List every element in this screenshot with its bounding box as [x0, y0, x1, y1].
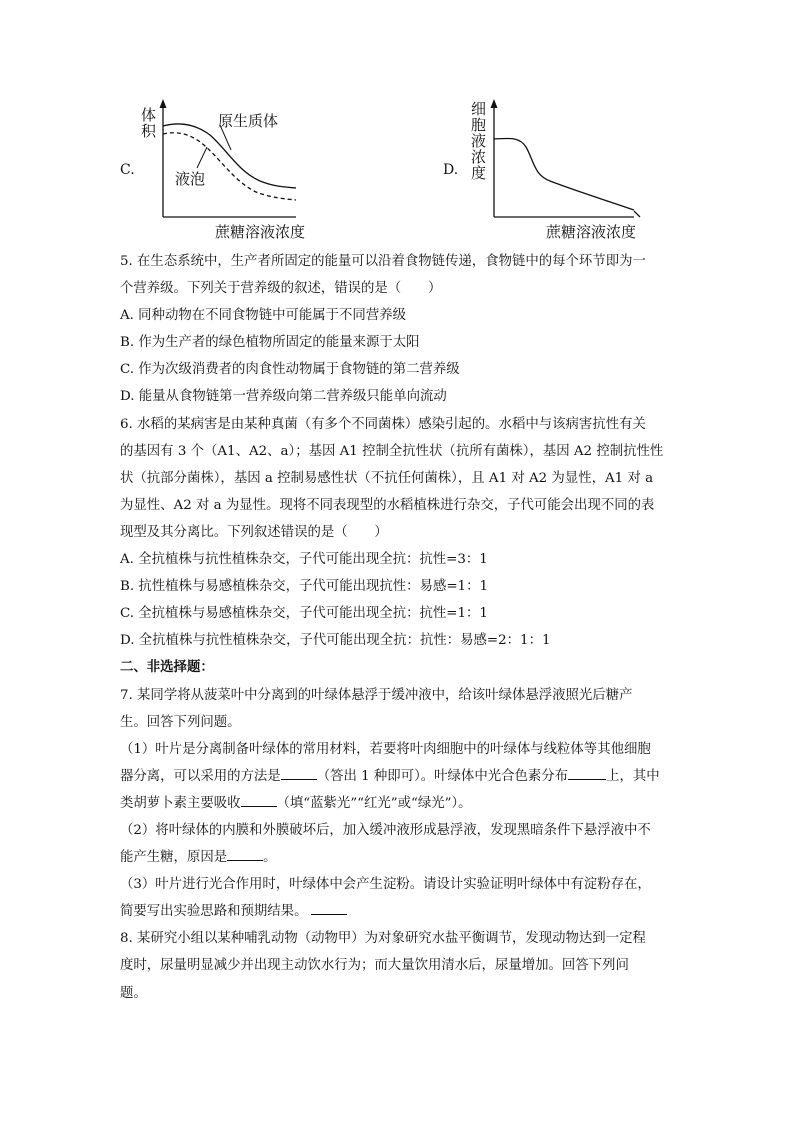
q7-sub1-text-d: 类胡萝卜素主要吸收 [120, 795, 241, 811]
q7-sub1-text-b: （答出 1 种即可）。叶绿体中光合色素分布 [316, 768, 569, 784]
q7-sub2-text-b: 。 [263, 850, 277, 866]
q5-option-d: D. 能量从食物链第一营养级向第二营养级只能单向流动 [120, 389, 447, 405]
q7-sub1-text-e: （填“蓝紫光”“红光”或“绿光”）。 [276, 795, 472, 811]
answer-blank-method[interactable] [281, 765, 317, 780]
q8-stem-line3: 题。 [120, 985, 147, 1001]
q6-option-c: C. 全抗植株与易感植株杂交，子代可能出现全抗：抗性=1：1 [120, 606, 488, 622]
x-axis-arrow [634, 211, 640, 217]
option-d-label: D. [443, 162, 459, 178]
q6-option-a: A. 全抗植株与抗性植株杂交，子代可能出现全抗：抗性=3：1 [120, 552, 488, 568]
y-axis-label-volume: 体积 [139, 107, 157, 139]
q7-sub3-line1: （3）叶片进行光合作用时，叶绿体中会产生淀粉。请设计实验证明叶绿体中有淀粉存在， [120, 877, 651, 893]
x-axis-label-c: 蔗糖溶液浓度 [215, 223, 306, 241]
q6-stem-line1: 6. 水稻的某病害是由某种真菌（有多个不同菌株）感染引起的。水稻中与该病害抗性有关 [120, 416, 646, 432]
q7-sub3-text-a: 简要写出实验思路和预期结果。 [120, 904, 308, 920]
q6-stem-line4: 为显性、A2 对 a 为显性。现将不同表现型的水稻植株进行杂交，子代可能会出现不同的表 [120, 497, 655, 513]
vacuole-curve [163, 133, 296, 200]
answer-blank-pigment-location[interactable] [568, 765, 606, 780]
q7-sub2-line1: （2）将叶绿体的内膜和外膜破坏后，加入缓冲液形成悬浮液，发现黑暗条件下悬浮液中不 [120, 822, 651, 838]
q7-sub1-text-a: 器分离，可以采用的方法是 [120, 768, 281, 784]
q7-sub1-line3 [120, 790, 680, 817]
q5-stem-line1: 5. 在生态系统中，生产者所固定的能量可以沿着食物链传递，食物链中的每个环节即为一 [120, 254, 646, 269]
answer-blank-experiment[interactable] [311, 900, 347, 915]
protoplast-label: 原生质体 [218, 112, 279, 130]
vacuole-pointer [197, 147, 207, 168]
option-c-label: C. [120, 162, 135, 178]
y-axis-label-cell-sap: 细胞液浓度 [469, 101, 487, 181]
figure-option-d [440, 95, 660, 245]
q5-option-b: B. 作为生产者的绿色植物所固定的能量来源于太阳 [120, 335, 420, 351]
cell-sap-curve [494, 138, 634, 210]
answer-blank-reason[interactable] [227, 846, 263, 861]
q7-sub3-line2 [120, 898, 680, 925]
q6-stem-line5: 现型及其分离比。下列叙述错误的是（ ） [120, 524, 388, 540]
y-axis-arrow [491, 99, 498, 108]
vacuole-label: 液泡 [175, 170, 206, 188]
q5-stem-line2: 个营养级。下列关于营养级的叙述，错误的是（ ） [120, 281, 442, 297]
q7-sub2-text-a: 能产生糖，原因是 [120, 850, 228, 866]
q7-stem-line2: 生。回答下列问题。 [120, 714, 241, 730]
figure-option-c [110, 95, 340, 245]
q6-stem-line2: 的基因有 3 个（A1、A2、a）；基因 A1 控制全抗性状（抗所有菌株），基因 A2 控制抗性性 [120, 443, 664, 459]
q7-sub2-line2 [120, 844, 680, 871]
q7-sub1-text-c: 上，其中 [606, 768, 660, 784]
y-axis-arrow [160, 99, 167, 108]
q5-option-c: C. 作为次级消费者的肉食性动物属于食物链的第二营养级 [120, 362, 460, 378]
section-heading-nonchoice: 二、非选择题： [120, 659, 214, 676]
q6-stem-line3: 状（抗部分菌株），基因 a 控制易感性状（不抗任何菌株），且 A1 对 A2 为显性，A1 对 a [120, 470, 654, 486]
q6-option-b: B. 抗性植株与易感植株杂交，子代可能出现抗性：易感=1：1 [120, 579, 488, 595]
q7-sub1-line2 [120, 763, 680, 790]
answer-blank-light[interactable] [241, 792, 277, 807]
q7-stem-line1: 7. 某同学将从菠菜叶中分离到的叶绿体悬浮于缓冲液中，给该叶绿体悬浮液照光后糖产 [120, 687, 633, 703]
q7-sub1-line1: （1）叶片是分离制备叶绿体的常用材料，若要将叶肉细胞中的叶绿体与线粒体等其他细胞 [120, 741, 651, 757]
q5-option-a: A. 同种动物在不同食物链中可能属于不同营养级 [120, 308, 406, 324]
q6-option-d: D. 全抗植株与抗性植株杂交，子代可能出现全抗：抗性：易感=2：1：1 [120, 633, 551, 649]
x-axis-label-d: 蔗糖溶液浓度 [546, 223, 637, 241]
q8-stem-line2: 度时，尿量明显减少并出现主动饮水行为；而大量饮用清水后，尿量增加。回答下列问 [120, 958, 629, 974]
q8-stem-line1: 8. 某研究小组以某种哺乳动物（动物甲）为对象研究水盐平衡调节，发现动物达到一定程 [120, 931, 646, 947]
question-text [120, 248, 680, 1007]
